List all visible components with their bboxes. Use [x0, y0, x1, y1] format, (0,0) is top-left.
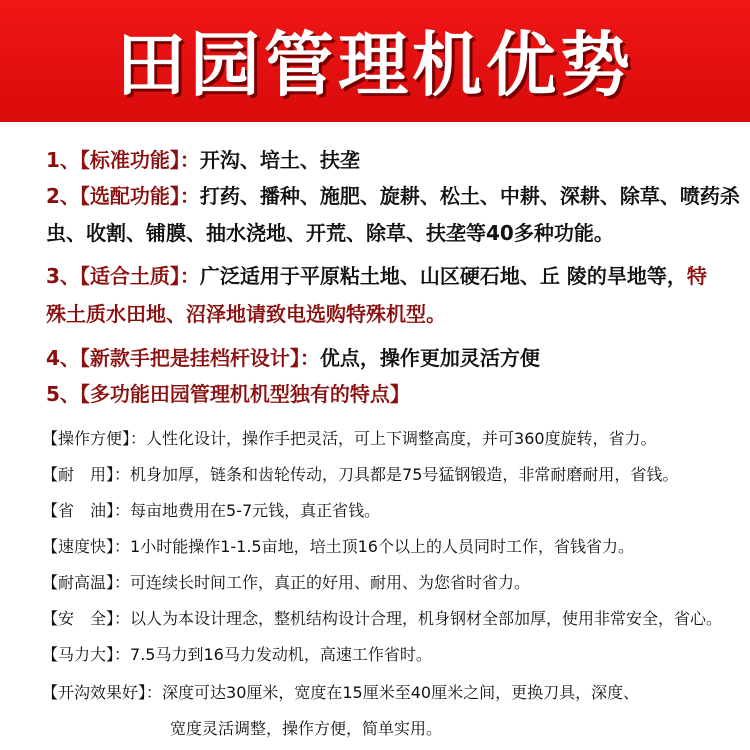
feature-text: 每亩地费用在5-7元钱，真正省钱。: [130, 501, 381, 520]
section-text: 开沟、培土、扶垄: [199, 148, 360, 172]
feature-row: [42, 498, 380, 521]
section-number: 3、: [46, 264, 80, 288]
section-tag: 新款手把是挂档杆设计: [89, 346, 290, 370]
feature-label: 【耐 用】：: [42, 465, 131, 484]
feature-row: [42, 606, 722, 629]
section-text: 殊土质水田地、沼泽地请致电选购特殊机型。: [46, 302, 446, 326]
section-1: 1、【标准功能】：开沟、培土、扶垄: [46, 148, 360, 172]
feature-label: 【安 全】：: [42, 609, 131, 628]
feature-label: 【操作方便】：: [42, 429, 147, 448]
feature-text: 宽度灵活调整，操作方便，简单实用。: [170, 719, 443, 738]
section-text: 虫、收割、铺膜、抽水浇地、开荒、除草、扶垄等40多种功能。: [46, 221, 614, 245]
section-number: 5、: [46, 382, 80, 406]
section-tag: 多功能田园管理机机型独有的特点: [89, 382, 390, 406]
feature-label: 【开沟效果好】：: [42, 683, 163, 702]
feature-row: [42, 462, 678, 485]
section-text: 优点，操作更加灵活方便: [319, 346, 540, 370]
section-tag: 选配功能: [89, 184, 170, 208]
feature-text: 以人为本设计理念，整机结构设计合理，机身钢材全部加厚，使用非常安全，省心。: [130, 609, 723, 628]
feature-label: 【马力大】：: [42, 645, 131, 664]
feature-row: [42, 534, 634, 557]
section-tag: 适合土质: [89, 264, 170, 288]
feature-text: 可连续长时间工作，真正的好用、耐用、为您省时省力。: [130, 573, 531, 592]
page-title: 田园管理机优势: [116, 23, 634, 106]
feature-row: [42, 642, 432, 665]
content: [0, 122, 750, 750]
section-4: 4、【新款手把是挂档杆设计】：优点，操作更加灵活方便: [46, 346, 540, 370]
feature-label: 【耐高温】：: [42, 573, 131, 592]
feature-label: 【省 油】：: [42, 501, 131, 520]
feature-label: 【速度快】：: [42, 537, 131, 556]
feature-text: 人性化设计，操作手把灵活，可上下调整高度，并可360度旋转，省力。: [146, 429, 657, 448]
section-2: 2、【选配功能】：打药、播种、施肥、旋耕、松土、中耕、深耕、除草、喷药杀: [46, 184, 740, 208]
section-5: 5、【多功能田园管理机机型独有的特点】: [46, 382, 410, 406]
section-2-continued: [46, 217, 614, 246]
section-tag: 标准功能: [89, 148, 170, 172]
feature-row-continued: [170, 716, 442, 739]
feature-text: 机身加厚，链条和齿轮传动，刀具都是75号猛钢锻造，非常耐磨耐用，省钱。: [130, 465, 679, 484]
section-text-highlight: 特: [686, 264, 707, 288]
section-text: 打药、播种、施肥、旋耕、松土、中耕、深耕、除草、喷药杀: [199, 184, 740, 208]
section-3-continued: [46, 298, 446, 327]
feature-text: 7.5马力到16马力发动机，高速工作省时。: [130, 645, 432, 664]
section-number: 4、: [46, 346, 80, 370]
feature-text: 深度可达30厘米，宽度在15厘米至40厘米之间，更换刀具，深度、: [162, 683, 640, 702]
feature-row: [42, 426, 657, 449]
feature-row: [42, 570, 530, 593]
section-3: 3、【适合土质】：广泛适用于平原粘土地、山区硬石地、丘 陵的旱地等，特: [46, 264, 707, 288]
title-banner: [0, 0, 750, 122]
feature-text: 1小时能操作1-1.5亩地，培土顶16个以上的人员同时工作，省钱省力。: [130, 537, 634, 556]
section-number: 1、: [46, 148, 80, 172]
feature-row: [42, 680, 639, 703]
section-number: 2、: [46, 184, 80, 208]
section-text: 广泛适用于平原粘土地、山区硬石地、丘 陵的旱地等，: [199, 264, 687, 288]
